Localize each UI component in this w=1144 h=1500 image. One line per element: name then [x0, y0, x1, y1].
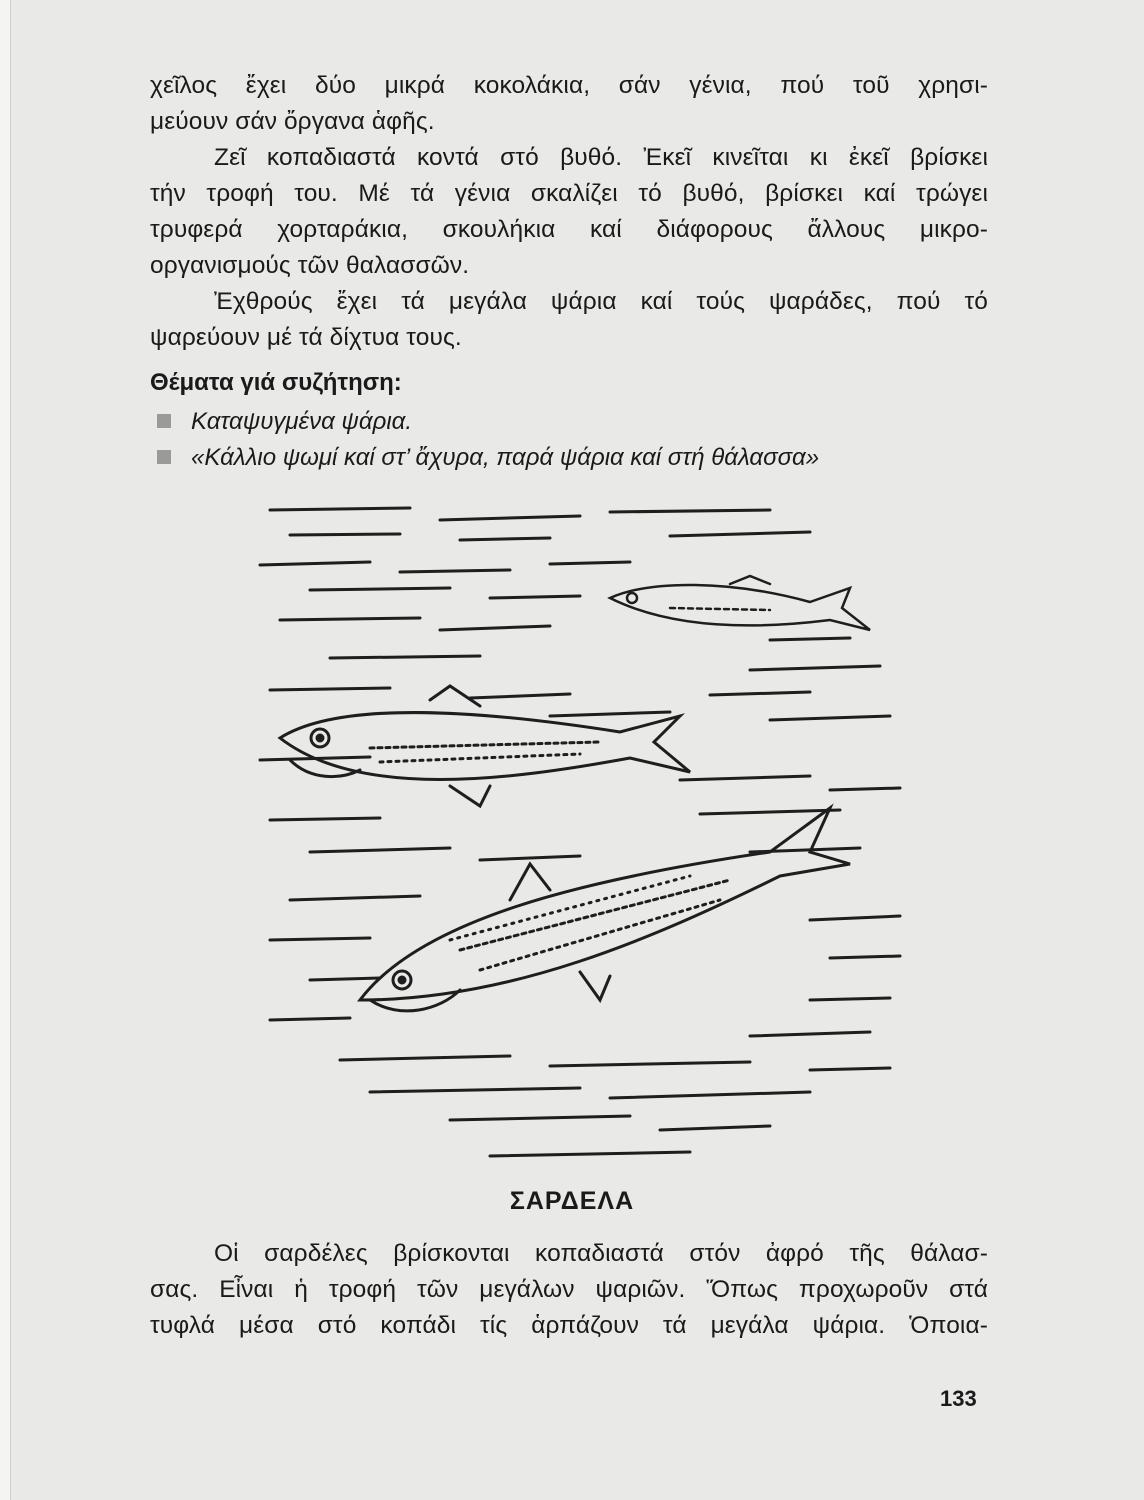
- large-sardine: [360, 808, 850, 1011]
- square-bullet-icon: [157, 450, 171, 464]
- discussion-heading: Θέματα γιά συζήτηση:: [150, 369, 402, 396]
- square-bullet-icon: [157, 414, 171, 428]
- middle-sardine: [280, 686, 690, 806]
- text-line: τρυφερά χορταράκια, σκουλήκια καί διάφορους ἄλλους μικρο-: [150, 216, 988, 243]
- discussion-item: [157, 441, 819, 475]
- text-line: τυφλά μέσα στό κοπάδι τίς ἁρπάζουν τά μεγάλα ψάρια. Ὁποια-: [150, 1312, 988, 1339]
- text-line: Ζεῖ κοπαδιαστά κοντά στό βυθό. Ἐκεῖ κινεῖται κι ἐκεῖ βρίσκει: [214, 144, 988, 171]
- section-title: ΣΑΡΔΕΛΑ: [509, 1187, 635, 1215]
- discussion-item: [157, 405, 412, 439]
- text-line: μεύουν σάν ὄργανα ἁφῆς.: [150, 108, 435, 135]
- text-line: ψαρεύουν μέ τά δίχτυα τους.: [150, 324, 462, 351]
- text-line: τήν τροφή του. Μέ τά γένια σκαλίζει τό βυθό, βρίσκει καί τρώγει: [150, 180, 988, 207]
- torn-page-edge: [0, 0, 11, 1500]
- discussion-item-text: Καταψυγμένα ψάρια.: [191, 408, 413, 435]
- text-line: οργανισμούς τῶν θαλασσῶν.: [150, 252, 470, 279]
- text-line: σας. Εἶναι ἡ τροφή τῶν μεγάλων ψαριῶν. Ὅπως προχωροῦν στά: [150, 1276, 988, 1303]
- small-sardine: [610, 576, 870, 630]
- text-line: χεῖλος ἔχει δύο μικρά κοκολάκια, σάν γένια, πού τοῦ χρησι-: [150, 72, 988, 99]
- water-streaks: [260, 508, 900, 1156]
- text-line: Οἱ σαρδέλες βρίσκονται κοπαδιαστά στόν ἀφρό τῆς θάλασ-: [214, 1240, 988, 1267]
- sardines-illustration-icon: [250, 480, 910, 1180]
- text-line: Ἐχθρούς ἔχει τά μεγάλα ψάρια καί τούς ψαράδες, πού τό: [214, 288, 988, 315]
- page-number: 133: [940, 1386, 977, 1411]
- discussion-item-text: «Κάλλιο ψωμί καί στ’ ἄχυρα, παρά ψάρια καί στή θάλασσα»: [191, 444, 820, 471]
